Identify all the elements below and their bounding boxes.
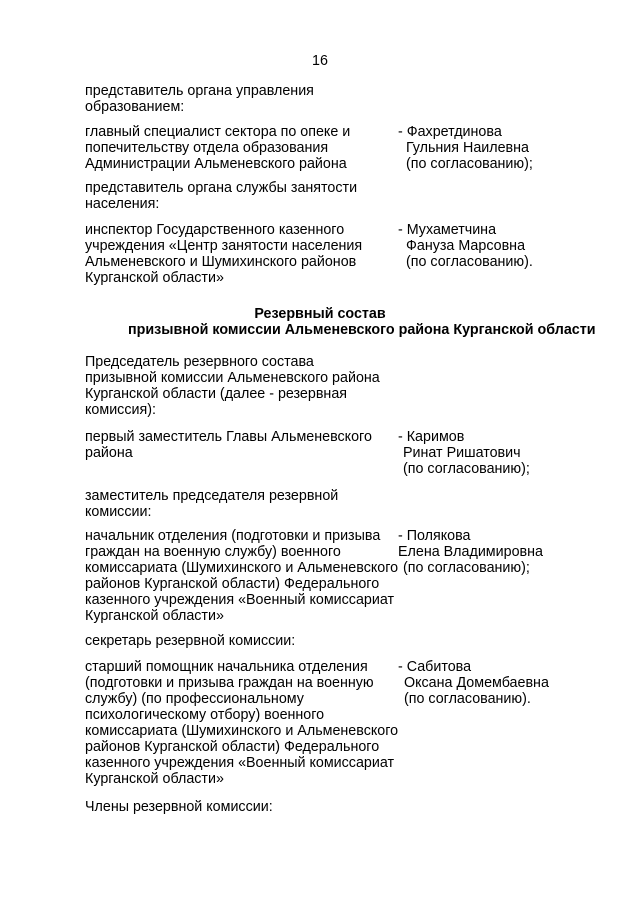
text-line: - Полякова — [398, 528, 471, 544]
text-line: главный специалист сектора по опеке и — [85, 124, 351, 140]
text-line: инспектор Государственного казенного — [85, 222, 345, 238]
text-line: района — [85, 445, 133, 461]
text-line: комиссариата (Шумихинского и Альменевского — [85, 560, 399, 576]
label-reserve-chairman — [85, 354, 380, 418]
text-line: (по согласованию). — [404, 691, 531, 707]
text-line: (по согласованию); — [406, 156, 533, 172]
position-education-specialist — [85, 124, 350, 172]
text-line: Курганской области (далее - резервная — [85, 386, 348, 402]
text-line: призывной комиссии Альменевского района — [85, 370, 380, 386]
text-line: Ринат Ришатович — [403, 445, 521, 461]
text-line: службу) (по профессиональному — [85, 691, 304, 707]
label-employment-representative — [85, 180, 357, 212]
text-line: казенного учреждения «Военный комиссариат — [85, 755, 395, 771]
text-line: (по согласованию). — [406, 254, 533, 270]
text-line: секретарь резервной комиссии: — [85, 633, 296, 649]
heading-line: призывной комиссии Альменевского района Курганской области — [128, 322, 596, 338]
heading-line: Резервный состав — [254, 306, 386, 322]
page-number: 16 — [312, 53, 328, 69]
text-line: психологическому отбору) военного — [85, 707, 325, 723]
text-line: (подготовки и призыва граждан на военную — [85, 675, 374, 691]
label-reserve-deputy — [85, 488, 338, 520]
text-line: казенного учреждения «Военный комиссариат — [85, 592, 395, 608]
text-line: Елена Владимировна — [398, 544, 543, 560]
text-line: - Мухаметчина — [398, 222, 497, 238]
person-reserve-chairman — [398, 429, 530, 477]
position-reserve-deputy — [85, 528, 398, 624]
position-employment-inspector — [85, 222, 362, 286]
text-line: Члены резервной комиссии: — [85, 799, 273, 815]
text-line: Курганской области» — [85, 608, 224, 624]
text-line: (по согласованию); — [403, 461, 530, 477]
text-line: (по согласованию); — [403, 560, 530, 576]
text-line: Гульния Наилевна — [406, 140, 530, 156]
text-line: представитель органа службы занятости — [85, 180, 358, 196]
text-line: первый заместитель Главы Альменевского — [85, 429, 372, 445]
text-line: граждан на военную службу) военного — [85, 544, 341, 560]
text-line: попечительству отдела образования — [85, 140, 329, 156]
text-line: - Сабитова — [398, 659, 472, 675]
person-reserve-secretary — [398, 659, 549, 707]
position-reserve-secretary — [85, 659, 398, 787]
person-reserve-deputy — [398, 528, 543, 576]
text-line: - Фахретдинова — [398, 124, 502, 140]
label-education-representative — [85, 83, 314, 115]
text-line: Курганской области» — [85, 771, 224, 787]
text-line: районов Курганской области) Федерального — [85, 576, 380, 592]
text-line: комиссии: — [85, 504, 152, 520]
person-employment-inspector — [398, 222, 533, 270]
text-line: комиссариата (Шумихинского и Альменевского — [85, 723, 399, 739]
text-line: образованием: — [85, 99, 185, 115]
position-reserve-chairman — [85, 429, 372, 461]
text-line: районов Курганской области) Федерального — [85, 739, 380, 755]
text-line: Курганской области» — [85, 270, 224, 286]
text-line: Альменевского и Шумихинского районов — [85, 254, 357, 270]
text-line: комиссия): — [85, 402, 156, 418]
text-line: Председатель резервного состава — [85, 354, 314, 370]
text-line: Фануза Марсовна — [406, 238, 526, 254]
person-education-specialist — [398, 124, 533, 172]
text-line: представитель органа управления — [85, 83, 314, 99]
label-reserve-secretary — [85, 633, 295, 649]
text-line: - Каримов — [398, 429, 465, 445]
text-line: Администрации Альменевского района — [85, 156, 347, 172]
text-line: начальник отделения (подготовки и призыва — [85, 528, 381, 544]
text-line: Оксана Домембаевна — [404, 675, 549, 691]
label-reserve-members — [85, 799, 273, 815]
text-line: заместитель председателя резервной — [85, 488, 339, 504]
text-line: старший помощник начальника отделения — [85, 659, 368, 675]
text-line: учреждения «Центр занятости населения — [85, 238, 363, 254]
text-line: населения: — [85, 196, 160, 212]
